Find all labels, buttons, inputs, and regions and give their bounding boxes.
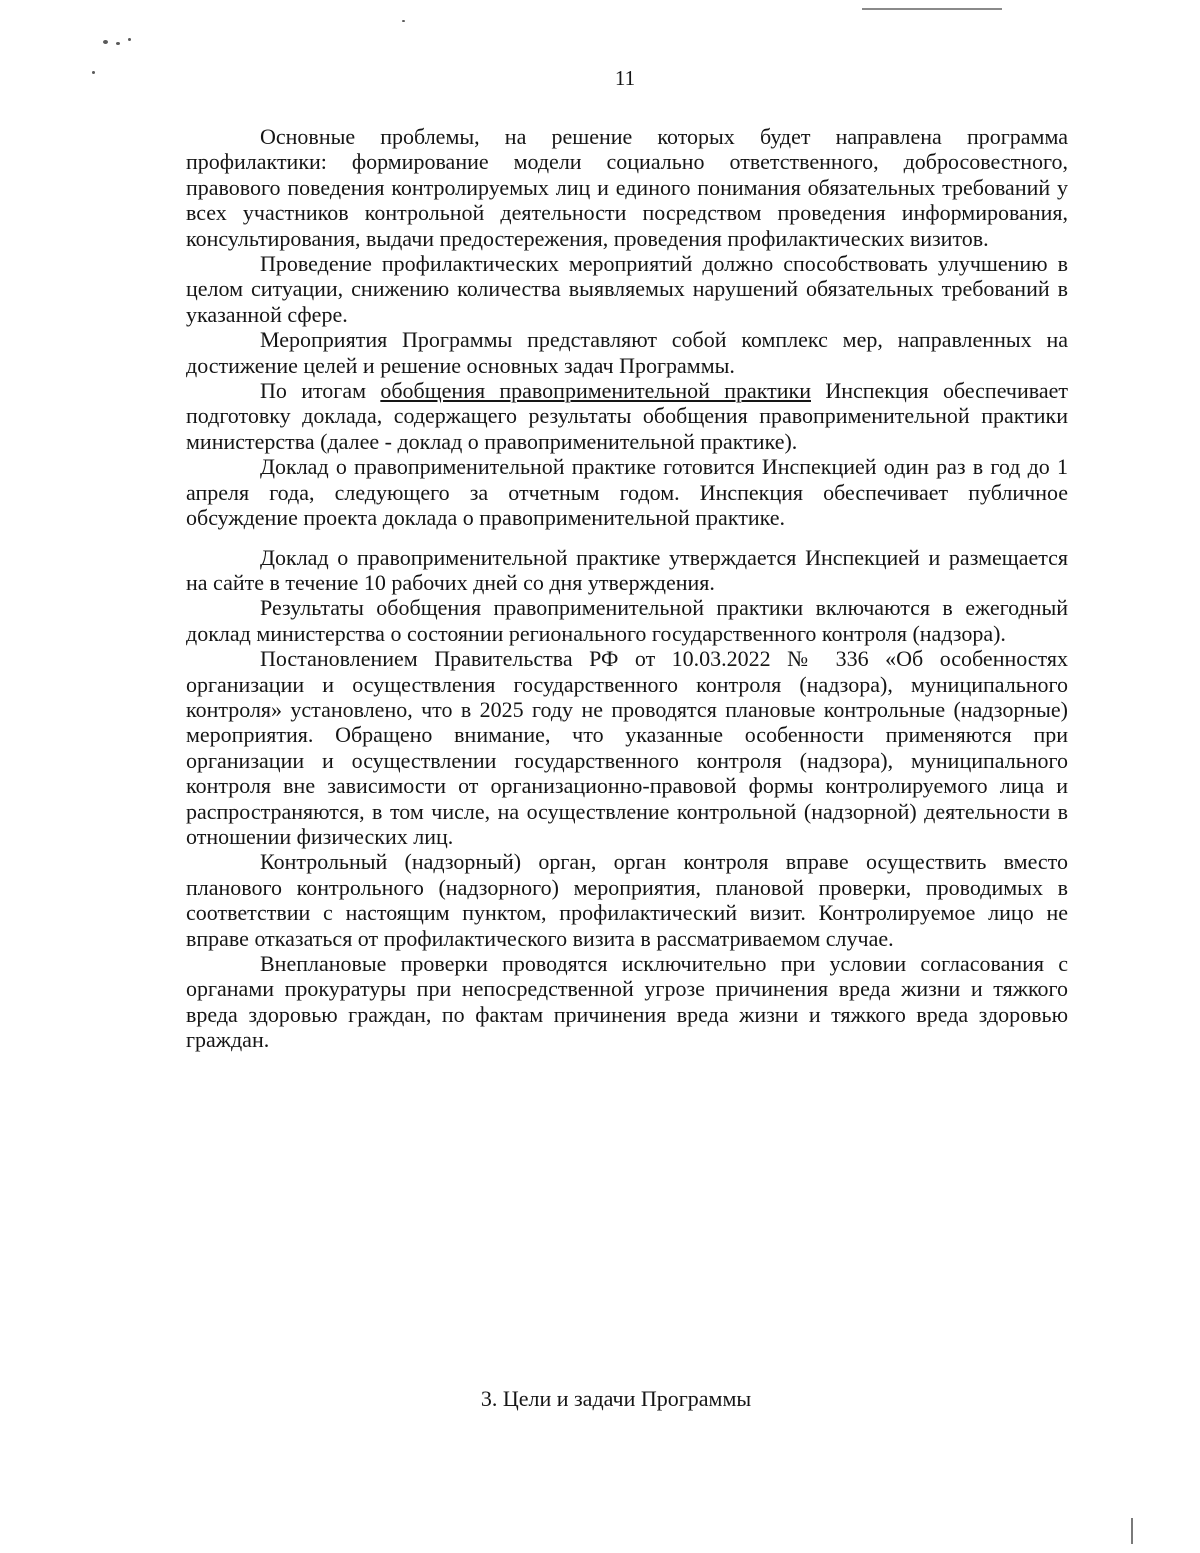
scan-margin-mark: [1131, 1518, 1133, 1544]
paragraph-prevention-measures: Проведение профилактических мероприятий должно способствовать улучшению в целом ситуации, снижению количества выявляемых нарушений обязательных требований в указанной сфере.: [186, 251, 1068, 327]
paragraph-report-approval: Доклад о правоприменительной практике утверждается Инспекцией и размещается на сайте в течение 10 рабочих дней со дня утверждения.: [186, 544, 1068, 595]
scan-speck: [402, 20, 405, 22]
scan-speck: [103, 40, 108, 44]
practice-summary-underlined: обобщения правоприменительной практики: [380, 378, 811, 404]
paragraph-practice-summary: [186, 378, 1068, 454]
paragraph-government-decree: Постановлением Правительства РФ от 10.03.2022 № 336 «Об особенностях организации и осуществления государственного контроля (надзора), муниципального контроля» установлено, что в 2025 году не проводятся плановые контрольные (надзорные) мероприятия. Обращено внимание, что указанные особенности применяются при организации и осуществлении государственного контроля (надзора), муниципального контроля вне зависимости от организационно-правовой формы контролируемого лица и распространяются, в том числе, на осуществление контрольной (надзорной) деятельности в отношении физических лиц.: [186, 646, 1068, 849]
body-text: [186, 124, 1068, 1053]
paragraph-report-preparation: Доклад о правоприменительной практике готовится Инспекцией один раз в год до 1 апреля года, следующего за отчетным годом. Инспекция обеспечивает публичное обсуждение проекта доклада о правоприменительной практике.: [186, 454, 1068, 531]
paragraph-program-activities: Мероприятия Программы представляют собой комплекс мер, направленных на достижение целей и решение основных задач Программы.: [186, 327, 1068, 378]
practice-summary-lead: По итогам: [260, 378, 381, 404]
section-heading: 3. Цели и задачи Программы: [480, 1386, 752, 1411]
paragraph-annual-report: Результаты обобщения правоприменительной практики включаются в ежегодный доклад министерства о состоянии регионального государственного контроля (надзора).: [186, 595, 1068, 646]
scan-speck: [128, 38, 131, 41]
scan-speck: [116, 42, 120, 45]
paragraph-preventive-visit: Контрольный (надзорный) орган, орган контроля вправе осуществить вместо планового контрольного (надзорного) мероприятия, плановой проверки, проводимых в соответствии с настоящим пунктом, профилактический визит. Контролируемое лицо не вправе отказаться от профилактического визита в рассматриваемом случае.: [186, 849, 1068, 951]
paragraph-unscheduled-inspections: Внеплановые проверки проводятся исключительно при условии согласования с органами прокуратуры при непосредственной угрозе причинения вреда жизни и тяжкого вреда здоровью граждан, по фактам причинения вреда жизни и тяжкого вреда здоровью граждан.: [186, 951, 1068, 1053]
scan-top-rule: [862, 8, 1002, 10]
paragraph-main-problems: Основные проблемы, на решение которых будет направлена программа профилактики: формирование модели социально ответственного, добросовестного, правового поведения контролируемых лиц и единого понимания обязательных требований у всех участников контрольной деятельности посредством проведения информирования, консультирования, выдачи предостережения, проведения профилактических визитов.: [186, 124, 1068, 251]
practice-summary-rest: Инспекция обеспечивает подготовку доклада, содержащего результаты обобщения правоприменительной практики министерства (далее - доклад о правоприменительной практике).: [186, 378, 1068, 454]
page-number: 11: [614, 66, 636, 90]
